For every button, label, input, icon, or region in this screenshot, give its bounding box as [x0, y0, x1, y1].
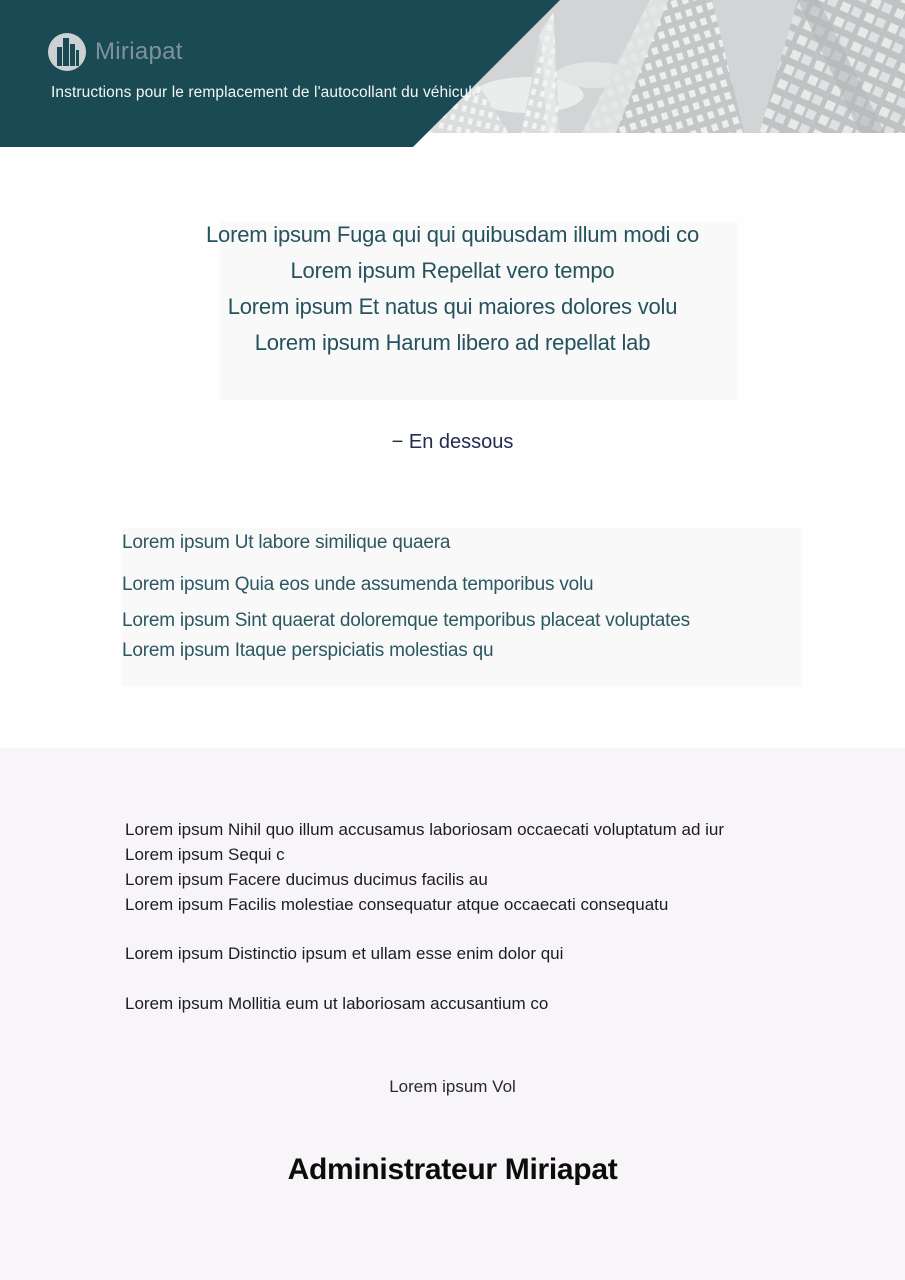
- details-line: Lorem ipsum Quia eos unde assumenda temporibus volu: [122, 574, 594, 595]
- intro-line: Lorem ipsum Et natus qui maiores dolores volu: [227, 294, 678, 319]
- miriapat-buildings-logo-icon: [48, 33, 86, 71]
- document-title: Instructions pour le remplacement de l'autocollant du véhicule: [51, 84, 481, 101]
- header: [0, 0, 905, 147]
- notes-line: Lorem ipsum Facere ducimus ducimus facilis au: [125, 870, 488, 889]
- intro-line: Lorem ipsum Fuga qui qui quibusdam illum modi co: [206, 222, 699, 247]
- note-mollitia: Lorem ipsum Mollitia eum ut laboriosam accusantium co: [125, 994, 549, 1013]
- note-distinctio: Lorem ipsum Distinctio ipsum et ullam esse enim dolor qui: [125, 944, 564, 963]
- details-line: Lorem ipsum Ut labore similique quaera: [122, 532, 451, 553]
- notes-line: Lorem ipsum Sequi c: [125, 845, 285, 864]
- notes-line: Lorem ipsum Facilis molestiae consequatur atque occaecati consequatu: [125, 895, 669, 914]
- signature: Administrateur Miriapat: [287, 1153, 618, 1186]
- intro-line: Lorem ipsum Repellat vero tempo: [290, 258, 615, 283]
- main-content: [0, 147, 905, 748]
- details-line: Lorem ipsum Sint quaerat doloremque temporibus placeat voluptates: [122, 610, 690, 631]
- notes-paragraph: [125, 748, 905, 917]
- details-line: Lorem ipsum Itaque perspiciatis molestias qu: [122, 640, 494, 661]
- section-marker: − En dessous: [391, 431, 514, 453]
- intro-line: Lorem ipsum Harum libero ad repellat lab: [254, 330, 651, 355]
- notes-line: Lorem ipsum Nihil quo illum accusamus laboriosam occaecati voluptatum ad iur: [125, 820, 725, 839]
- closing-note: Lorem ipsum Vol: [389, 1077, 516, 1096]
- brand-name: Miriapat: [95, 38, 183, 65]
- details-block: [122, 528, 905, 666]
- brand: [48, 33, 183, 71]
- intro-block: [0, 147, 905, 361]
- notes-section: [0, 748, 905, 1280]
